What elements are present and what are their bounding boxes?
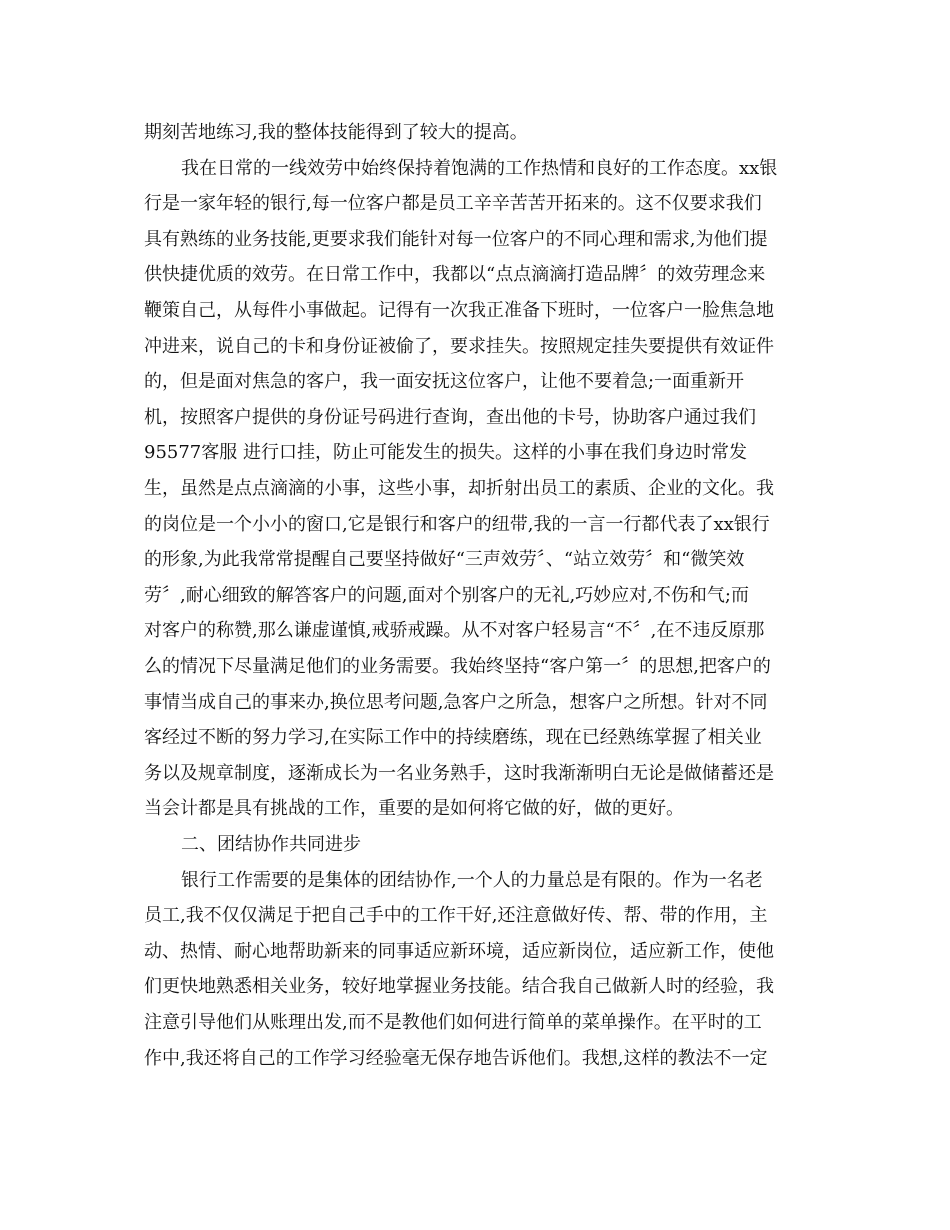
text-line: 注意引导他们从账理出发,而不是教他们如何进行简单的菜单操作。在平时的工: [144, 1012, 762, 1033]
text-line: 对客户的称赞,那么谦虚谨慎,戒骄戒躁。从不对客户轻易言“不〞,在不违反原那: [144, 620, 765, 641]
text-line: 期刻苦地练习,我的整体技能得到了较大的提高。: [144, 122, 528, 143]
text-line: 具有熟练的业务技能,更要求我们能针对每一位客户的不同心理和需求,为他们提: [144, 229, 768, 250]
text-line: 作中,我还将自己的工作学习经验毫无保存地告诉他们。我想,这样的教法不一定: [144, 1048, 768, 1069]
text-line: 事情当成自己的事来办,换位思考问题,急客户之所急，想客户之所想。针对不同: [144, 692, 768, 713]
text-line: 供快捷优质的效劳。在日常工作中，我都以“点点滴滴打造品牌〞的效劳理念来: [144, 264, 766, 285]
text-line: 么的情况下尽量满足他们的业务需要。我始终坚持“客户第一〞的思想,把客户的: [144, 656, 771, 677]
text-line: 劳〞,耐心细致的解答客户的问题,面对个别客户的无礼,巧妙应对,不伤和气;而: [144, 585, 749, 606]
text-line: 员工,我不仅仅满足于把自己手中的工作干好,还注意做好传、帮、带的作用，主: [144, 905, 768, 926]
text-line: 冲进来，说自己的卡和身份证被偷了，要求挂失。按照规定挂失要提供有效证件: [144, 336, 774, 357]
text-line: 的形象,为此我常常提醒自己要坚持做好“三声效劳〞、“站立效劳〞和“微笑效: [144, 549, 745, 570]
section-heading: 二、团结协作共同进步: [181, 834, 361, 855]
text-line: 95577客服 进行口挂，防止可能发生的损失。这样的小事在我们身边时常发: [144, 442, 747, 463]
text-line: 们更快地熟悉相关业务，较好地掌握业务技能。结合我自己做新人时的经验，我: [144, 976, 774, 997]
text-line: 动、热情、耐心地帮助新来的同事适应新环境，适应新岗位，适应新工作，使他: [144, 941, 774, 962]
text-line: 鞭策自己，从每件小事做起。记得有一次我正准备下班时，一位客户一脸焦急地: [144, 300, 774, 321]
text-line: 客经过不断的努力学习,在实际工作中的持续磨练，现在已经熟练掌握了相关业: [144, 727, 762, 748]
text-line: 机，按照客户提供的身份证号码进行查询，查出他的卡号，协助客户通过我们: [144, 407, 756, 428]
text-line: 当会计都是具有挑战的工作，重要的是如何将它做的好，做的更好。: [144, 798, 684, 819]
text-line: 务以及规章制度，逐渐成长为一名业务熟手，这时我渐渐明白无论是做储蓄还是: [144, 763, 774, 784]
text-line: 行是一家年轻的银行,每一位客户都是员工辛辛苦苦开拓来的。这不仅要求我们: [144, 193, 762, 214]
text-line: 生，虽然是点点滴滴的小事，这些小事，却折射出员工的素质、企业的文化。我: [144, 478, 774, 499]
text-line: 的，但是面对焦急的客户，我一面安抚这位客户，让他不要着急;一面重新开: [144, 371, 745, 392]
text-line: 银行工作需要的是集体的团结协作,一个人的力量总是有限的。作为一名老: [181, 870, 763, 891]
text-line: 的岗位是一个小小的窗口,它是银行和客户的纽带,我的一言一行都代表了xx银行: [144, 514, 770, 535]
text-line: 我在日常的一线效劳中始终保持着饱满的工作热情和良好的工作态度。xx银: [181, 158, 778, 179]
